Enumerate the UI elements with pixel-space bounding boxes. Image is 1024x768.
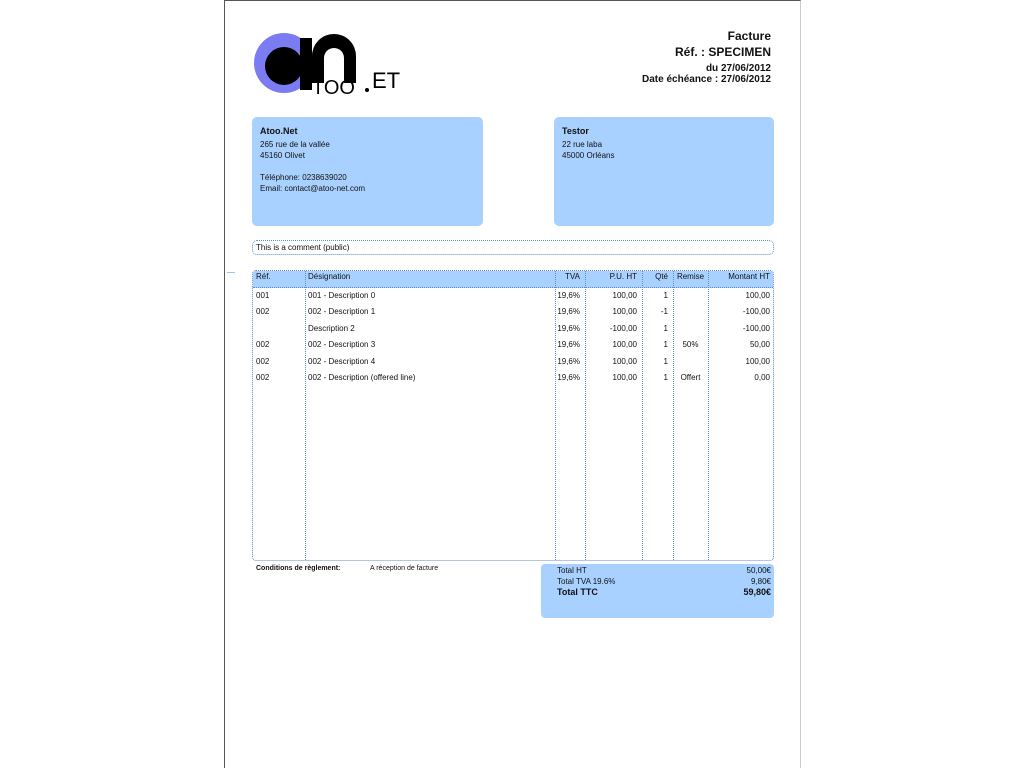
header-designation: Désignation	[308, 272, 351, 281]
line-qty: 1	[663, 373, 668, 382]
total-ht-row	[557, 565, 771, 576]
invoice-ref: Réf. : SPECIMEN	[674, 44, 771, 59]
doc-type: Facture	[727, 29, 771, 43]
header-tva: TVA	[565, 272, 580, 281]
svg-text:TOO: TOO	[312, 77, 355, 98]
line-designation: 001 - Description 0	[308, 291, 376, 300]
line-ref: 002	[256, 373, 270, 382]
sender-address1: 265 rue de la vallée	[260, 140, 330, 149]
total-tva-row	[557, 576, 771, 587]
total-ttc-label: Total TTC	[557, 587, 598, 597]
invoice-date: du 27/06/2012	[705, 62, 771, 74]
total-ht-label: Total HT	[557, 566, 587, 575]
line-amount: 100,00	[745, 356, 770, 366]
line-amount: 100,00	[745, 291, 770, 300]
line-unit-price: 100,00	[612, 356, 637, 366]
public-comment: This is a comment (public)	[252, 240, 774, 255]
line-tva: 19,6%	[557, 373, 580, 382]
line-amount: 0,00	[754, 373, 770, 382]
line-unit-price: -100,00	[609, 323, 637, 333]
line-ref: 002	[256, 340, 270, 350]
sender-name: Atoo.Net	[260, 126, 298, 136]
line-discount: Offert	[680, 373, 701, 382]
line-amount: 50,00	[749, 340, 770, 350]
line-unit-price: 100,00	[612, 307, 637, 317]
line-ref: 002	[256, 356, 270, 366]
column-divider	[585, 271, 586, 560]
total-ttc-row	[557, 587, 771, 598]
line-qty: -1	[660, 307, 668, 317]
customer-address1: 22 rue laba	[562, 140, 603, 149]
line-designation: Description 2	[308, 323, 355, 333]
line-qty: 1	[663, 356, 668, 366]
header-qty: Qté	[655, 272, 668, 281]
invoice-lines-table	[252, 270, 774, 561]
line-designation: 002 - Description 3	[308, 340, 376, 350]
customer-address2: 45000 Orléans	[562, 151, 615, 160]
column-divider	[555, 271, 556, 560]
invoice-header	[642, 30, 771, 86]
line-unit-price: 100,00	[612, 291, 637, 300]
svg-text:ET: ET	[372, 68, 401, 93]
header-amount: Montant HT	[728, 272, 770, 281]
total-ttc-value: 59,80€	[743, 587, 771, 597]
column-divider	[673, 271, 674, 560]
column-divider	[642, 271, 643, 560]
line-ref: 002	[256, 307, 270, 317]
total-tva-value: 9,80€	[750, 577, 771, 586]
invoice-due-date: Date échéance : 27/06/2012	[642, 74, 771, 86]
payment-terms-value: A réception de facture	[370, 565, 439, 572]
margin-mark	[227, 272, 235, 273]
line-unit-price: 100,00	[612, 373, 637, 382]
sender-address2: 45160 Olivet	[260, 151, 305, 160]
line-qty: 1	[663, 323, 668, 333]
line-designation: 002 - Description (offered line)	[308, 373, 416, 382]
sender-email: Email: contact@atoo-net.com	[260, 184, 366, 193]
header-unit-price: P.U. HT	[609, 272, 637, 281]
customer-name: Testor	[562, 126, 589, 136]
line-tva: 19,6%	[557, 356, 580, 366]
line-designation: 002 - Description 1	[308, 307, 376, 317]
line-amount: -100,00	[742, 323, 770, 333]
line-unit-price: 100,00	[612, 340, 637, 350]
column-divider	[305, 271, 306, 560]
line-tva: 19,6%	[557, 340, 580, 350]
header-discount: Remise	[676, 272, 705, 281]
line-designation: 002 - Description 4	[308, 356, 376, 366]
line-tva: 19,6%	[557, 307, 580, 317]
line-qty: 1	[663, 340, 668, 350]
total-tva-label: Total TVA 19.6%	[557, 577, 616, 586]
line-discount: 50%	[682, 340, 699, 350]
line-tva: 19,6%	[557, 291, 580, 300]
line-tva: 19,6%	[557, 323, 580, 333]
payment-terms-label: Conditions de règlement:	[256, 565, 341, 572]
column-divider	[708, 271, 709, 560]
line-amount: -100,00	[742, 307, 770, 317]
line-qty: 1	[663, 291, 668, 300]
totals-box	[541, 564, 774, 618]
company-logo	[252, 28, 402, 98]
line-ref: 001	[256, 291, 270, 300]
customer-box	[554, 117, 774, 226]
header-ref: Réf.	[256, 272, 271, 281]
sender-phone: Téléphone: 0238639020	[260, 173, 347, 182]
total-ht-value: 50,00€	[746, 566, 771, 575]
sender-box	[252, 117, 483, 226]
